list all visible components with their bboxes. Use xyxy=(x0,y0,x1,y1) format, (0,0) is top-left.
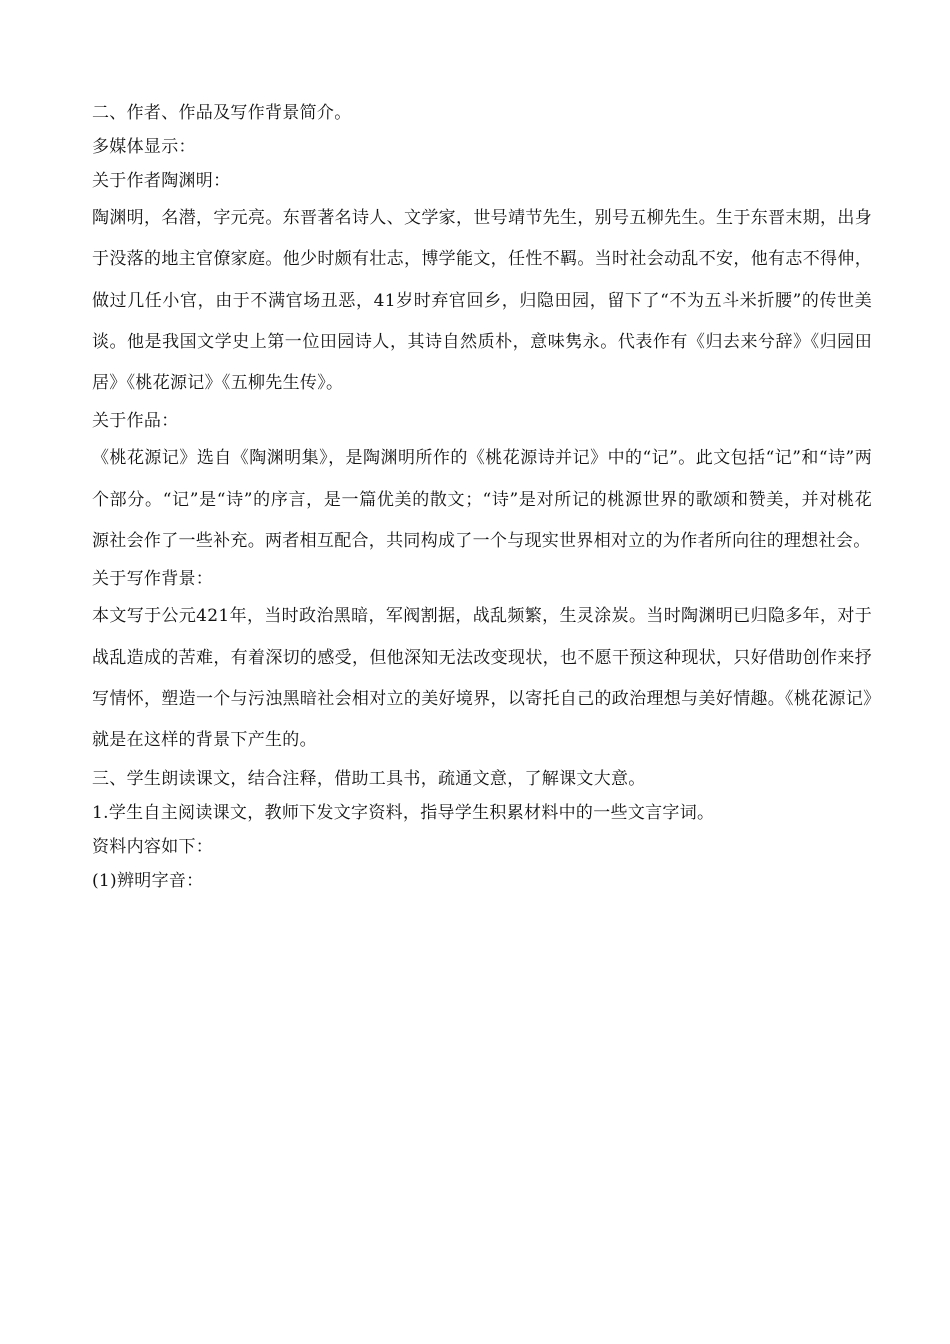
step-1-text: 1.学生自主阅读课文，教师下发文字资料，指导学生积累材料中的一些文言字词。 xyxy=(92,802,715,823)
section-heading-3: 三、学生朗读课文，结合注释，借助工具书，疏通文意，了解课文大意。 xyxy=(92,768,646,789)
author-heading: 关于作者陶渊明： xyxy=(92,171,231,191)
materials-label: 资料内容如下： xyxy=(92,836,214,857)
document-page xyxy=(92,96,872,898)
multimedia-label: 多媒体显示： xyxy=(92,137,196,157)
work-paragraph: 《桃花源记》选自《陶渊明集》，是陶渊明所作的《桃花源诗并记》中的“记”。此文包括“记”和“诗”两个部分。“记”是“诗”的序言，是一篇优美的散文；“诗”是对所记的桃源世界的歌颂和赞美，并对桃花源社会作了一些补充。两者相互配合，共同构成了一个与现实世界相对立的为作者所向往的理想社会。 xyxy=(92,448,872,552)
section-heading-2: 二、作者、作品及写作背景简介。 xyxy=(92,103,352,123)
work-heading: 关于作品： xyxy=(92,411,179,432)
background-paragraph: 本文写于公元421年，当时政治黑暗，军阀割据，战乱频繁，生灵涂炭。当时陶渊明已归隐多年，对于战乱造成的苦难，有着深切的感受，但他深知无法改变现状，也不愿干预这种现状，只好借助创作来抒写情怀，塑造一个与污浊黑暗社会相对立的美好境界，以寄托自己的政治理想与美好情趣。《桃花源记》就是在这样的背景下产生的。 xyxy=(92,606,872,751)
author-paragraph: 陶渊明，名潜，字元亮。东晋著名诗人、文学家，世号靖节先生，别号五柳先生。生于东晋末期，出身于没落的地主官僚家庭。他少时颇有壮志，博学能文，任性不羁。当时社会动乱不安，他有志不得伸，做过几任小官，由于不满官场丑恶，41岁时弃官回乡，归隐田园，留下了“不为五斗米折腰”的传世美谈。他是我国文学史上第一位田园诗人，其诗自然质朴，意味隽永。代表作有《归去来兮辞》《归园田居》《桃花源记》《五柳先生传》。 xyxy=(92,208,872,394)
background-heading: 关于写作背景： xyxy=(92,569,214,590)
item-1-label: (1)辨明字音： xyxy=(92,870,204,891)
